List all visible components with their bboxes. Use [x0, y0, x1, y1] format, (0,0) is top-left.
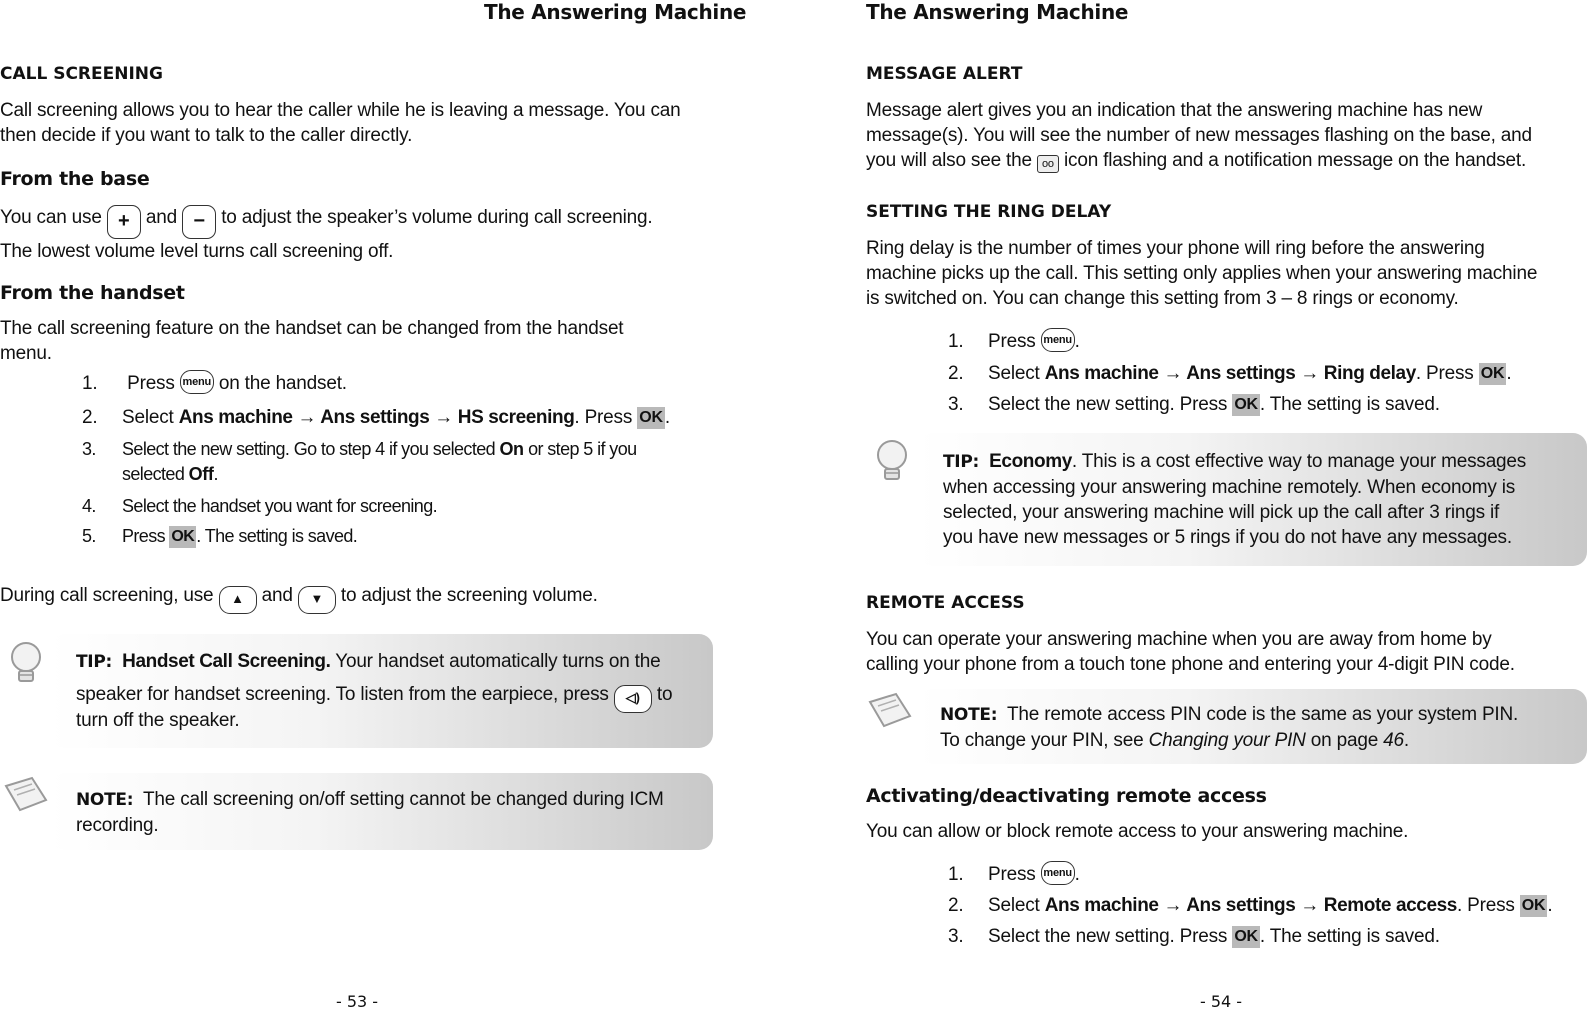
step-text: .	[1506, 363, 1512, 384]
ring-delay-line-2: machine picks up the call. This setting only applies when your answering machine	[866, 263, 1538, 284]
handset-step-3	[82, 437, 702, 487]
from-base-paragraph	[0, 205, 700, 264]
step-number: 1.	[82, 373, 98, 394]
step-number: 1.	[948, 331, 964, 352]
handset-step-4	[82, 494, 437, 519]
ring-delay-step-3	[948, 392, 1440, 417]
message-alert-line-3a: you will also see the	[866, 150, 1032, 171]
note-text-2c: on page	[1310, 730, 1379, 751]
message-alert-title: MESSAGE ALERT	[866, 64, 1023, 84]
step-text: .	[1074, 331, 1080, 352]
ok-key: OK	[1479, 363, 1507, 385]
handset-step-5	[82, 524, 357, 549]
from-base-title: From the base	[0, 168, 150, 190]
step-number: 4.	[82, 496, 96, 516]
handset-step-1	[82, 370, 347, 396]
menu-path: Ans machine → Ans settings → Remote access	[1044, 895, 1457, 916]
note-text-2e: .	[1403, 730, 1409, 751]
remote-access-step-3	[948, 924, 1440, 949]
remote-access-paragraph	[866, 627, 1581, 677]
menu-key-icon: menu	[180, 370, 214, 394]
step-number: 2.	[948, 363, 964, 384]
tip-label: TIP:	[76, 652, 112, 672]
left-page-header: The Answering Machine	[484, 0, 747, 24]
ring-delay-step-2	[948, 361, 1511, 386]
step-text: or step 5 if you	[528, 439, 637, 459]
tip-text-3: to	[656, 684, 673, 705]
message-alert-line-3b: icon flashing and a notification message on the handset.	[1064, 150, 1527, 171]
activating-intro: You can allow or block remote access to your answering machine.	[866, 821, 1409, 842]
ok-key: OK	[1232, 394, 1260, 416]
step-text: Select the new setting. Press	[988, 394, 1228, 415]
right-page-header: The Answering Machine	[866, 0, 1129, 24]
during-text-1: During call screening, use	[0, 585, 214, 606]
step-text: selected	[122, 464, 185, 484]
ring-delay-title: SETTING THE RING DELAY	[866, 202, 1112, 222]
message-alert-line-2: message(s). You will see the number of new messages flashing on the base, and	[866, 125, 1532, 146]
step-number: 2.	[82, 407, 98, 428]
ok-key: OK	[637, 407, 665, 429]
tip-text-2: speaker for handset screening. To listen from the earpiece, press	[76, 684, 609, 705]
step-text: Select	[122, 407, 174, 428]
step-number: 3.	[948, 926, 964, 947]
note-text-2a: To change your PIN, see	[940, 730, 1144, 751]
step-text: .	[664, 407, 670, 428]
note-page-reference: 46	[1383, 730, 1404, 751]
ring-delay-step-1	[948, 328, 1080, 354]
step-text: Press	[127, 373, 175, 394]
right-page-number: - 54 -	[1200, 992, 1243, 1011]
during-screening-paragraph	[0, 583, 598, 614]
ring-delay-paragraph	[866, 236, 1586, 311]
step-text: Select	[988, 895, 1040, 916]
step-text: . Press	[1415, 363, 1474, 384]
menu-key-icon: menu	[1041, 328, 1075, 352]
step-text: . The setting is saved.	[1259, 926, 1440, 947]
off-option: Off	[188, 464, 214, 484]
volume-down-key-icon: ▼	[298, 586, 336, 614]
speaker-key-icon: ◁)	[614, 685, 652, 713]
plus-key-icon: +	[107, 205, 141, 239]
from-base-text-4: The lowest volume level turns call screening off.	[0, 241, 394, 262]
left-page-number: - 53 -	[336, 992, 379, 1011]
menu-key-icon: menu	[1041, 861, 1075, 885]
step-text: Press	[122, 526, 166, 546]
tip-text-2: when accessing your answering machine remotely. When economy is	[943, 477, 1516, 498]
step-text: .	[1074, 864, 1080, 885]
step-number: 3.	[948, 394, 964, 415]
note-cross-reference: Changing your PIN	[1148, 730, 1306, 751]
step-text: Press	[988, 864, 1036, 885]
remote-access-line-1: You can operate your answering machine when you are away from home by	[866, 629, 1492, 650]
answering-machine-message-icon: oo	[1037, 155, 1059, 173]
activating-remote-access-title: Activating/deactivating remote access	[866, 785, 1267, 807]
tip-text-1: . This is a cost effective way to manage your messages	[1071, 451, 1527, 472]
message-alert-line-1: Message alert gives you an indication that the answering machine has new	[866, 100, 1483, 121]
step-text: Select the new setting. Press	[988, 926, 1228, 947]
step-number: 1.	[948, 864, 964, 885]
step-text: Select the handset you want for screening.	[122, 496, 438, 516]
during-text-3: to adjust the screening volume.	[340, 585, 598, 606]
from-handset-title: From the handset	[0, 282, 185, 304]
handset-step-2	[82, 405, 670, 430]
step-text: . The setting is saved.	[1259, 394, 1440, 415]
menu-path: Ans machine → Ans settings → HS screening	[178, 407, 575, 428]
note-text-1: The call screening on/off setting cannot be changed during ICM	[143, 789, 664, 810]
lightbulb-icon	[872, 438, 912, 484]
from-base-text-3: to adjust the speaker’s volume during call screening.	[221, 207, 653, 228]
remote-access-title: REMOTE ACCESS	[866, 593, 1025, 613]
tip-text-4: you have new messages or 5 rings if you do not have any messages.	[943, 527, 1512, 548]
ok-key: OK	[1232, 926, 1260, 948]
tip-title: Economy	[989, 451, 1072, 472]
tip-label: TIP:	[943, 452, 979, 472]
note-paper-icon	[866, 692, 914, 730]
from-base-text-2: and	[145, 207, 177, 228]
from-base-text-1: You can use	[0, 207, 102, 228]
left-note-text	[76, 787, 706, 838]
ring-delay-line-3: is switched on. You can change this setting from 3 – 8 rings or economy.	[866, 288, 1459, 309]
lightbulb-icon	[6, 640, 46, 686]
volume-up-key-icon: ▲	[219, 586, 257, 614]
step-text: Press	[988, 331, 1036, 352]
tip-text-1: Your handset automatically turns on the	[335, 651, 661, 672]
note-text-1: The remote access PIN code is the same as your system PIN.	[1007, 704, 1519, 725]
ok-key: OK	[1520, 895, 1548, 917]
tip-text-3: selected, your answering machine will pick up the call after 3 rings if	[943, 502, 1500, 523]
note-paper-icon	[2, 776, 50, 814]
step-number: 5.	[82, 526, 96, 546]
step-number: 2.	[948, 895, 964, 916]
on-option: On	[499, 439, 524, 459]
step-text: .	[213, 464, 218, 484]
step-text: . The setting is saved.	[196, 526, 358, 546]
left-tip-text	[76, 649, 706, 675]
remote-access-line-2: calling your phone from a touch tone phone and entering your 4-digit PIN code.	[866, 654, 1515, 675]
call-screening-title: CALL SCREENING	[0, 64, 163, 84]
step-text: .	[1547, 895, 1553, 916]
call-screening-intro: Call screening allows you to hear the caller while he is leaving a message. You can then decide if you want to talk to the caller directly.	[0, 100, 681, 146]
menu-path: Ans machine → Ans settings → Ring delay	[1044, 363, 1416, 384]
right-note-text	[940, 702, 1560, 753]
from-handset-intro: The call screening feature on the handset can be changed from the handset menu.	[0, 318, 624, 364]
ok-key: OK	[169, 526, 196, 548]
message-alert-paragraph	[866, 98, 1581, 173]
tip-title: Handset Call Screening.	[122, 651, 331, 672]
remote-access-step-2	[948, 893, 1552, 918]
note-label: NOTE:	[76, 790, 134, 810]
step-text: Select the new setting. Go to step 4 if you selected	[122, 439, 496, 459]
minus-key-icon: −	[182, 205, 216, 239]
step-text: . Press	[1456, 895, 1515, 916]
note-text-2: recording.	[76, 815, 159, 836]
step-text: Select	[988, 363, 1040, 384]
step-text: . Press	[574, 407, 633, 428]
step-text: on the handset.	[218, 373, 347, 394]
during-text-2: and	[261, 585, 293, 606]
step-number: 3.	[82, 439, 96, 459]
left-tip-text-4: turn off the speaker.	[76, 710, 240, 731]
remote-access-step-1	[948, 861, 1080, 887]
ring-delay-line-1: Ring delay is the number of times your phone will ring before the answering	[866, 238, 1485, 259]
right-tip-text	[943, 449, 1563, 550]
note-label: NOTE:	[940, 705, 998, 725]
